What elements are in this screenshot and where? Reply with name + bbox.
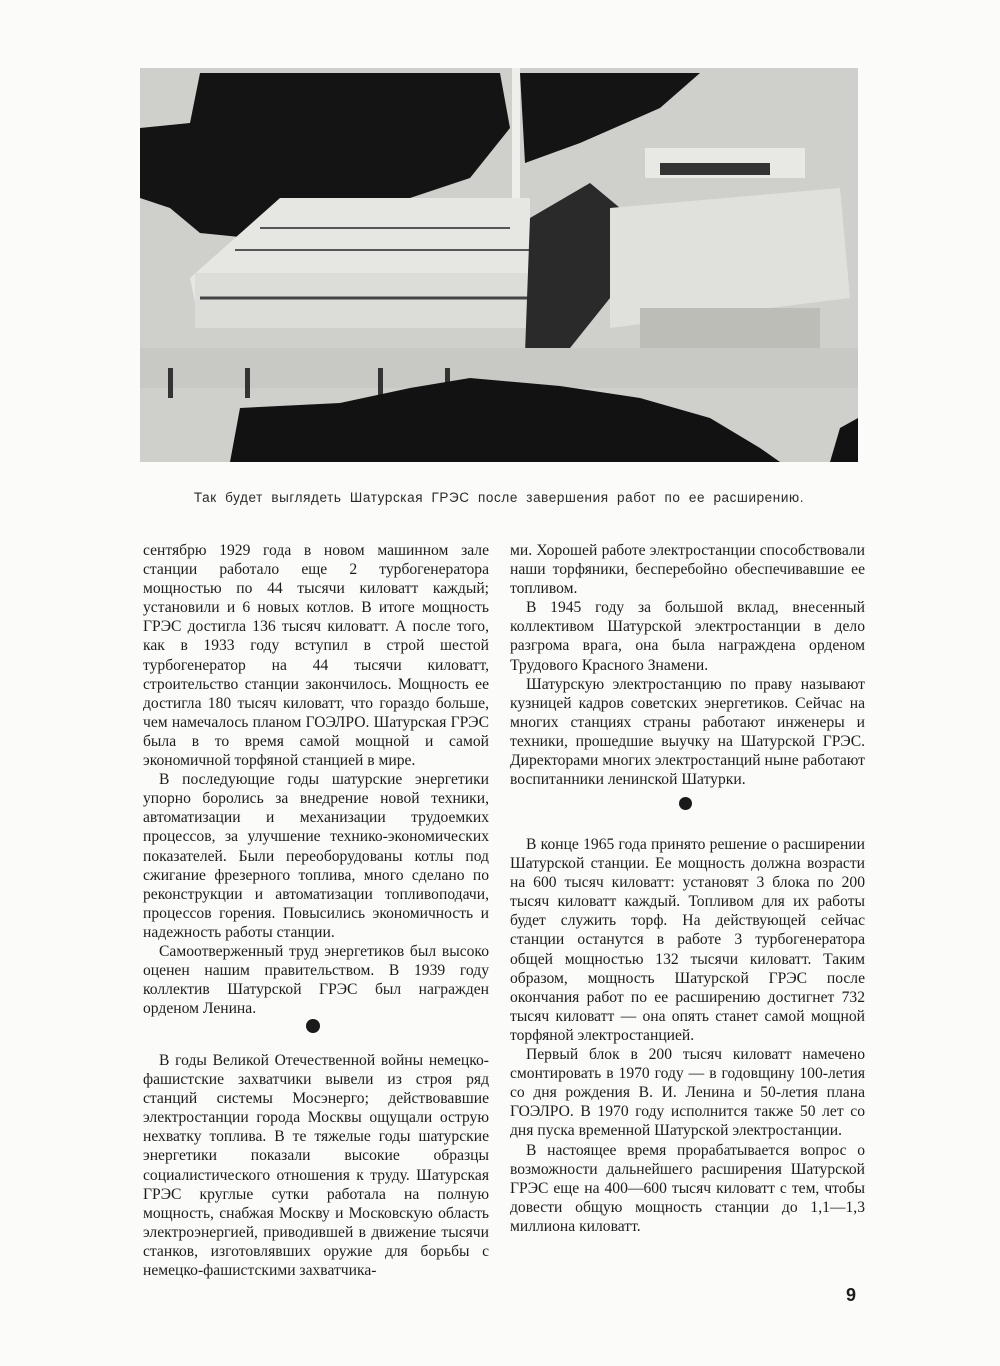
paragraph: Шатурскую электростанцию по праву называют кузницей кадров советских энергетиков. Сейчас на многих станциях страны работают инженеры и техники, прошедшие выучку на Шатурской ГРЭС. Директорами многих электростанций ныне работают воспитанники ленинской Шатурки.: [510, 675, 865, 789]
paragraph: В конце 1965 года принято решение о расширении Шатурской станции. Ее мощность должна возрасти на 600 тысяч киловатт: установят 3 блока по 200 тысяч киловатт каждый. Топливом для их работы будет служить торф. На действующей сейчас станции останутся в работе 3 турбогенератора общей мощностью 132 тысячи киловатт. Таким образом, мощность Шатурской ГРЭС после окончания работ по ее расширению достигнет 732 тысяч киловатт — она опять станет самой мощной торфяной электростанцией.: [510, 836, 865, 1044]
paragraph: Первый блок в 200 тысяч киловатт намечено смонтировать в 1970 году — в годовщину 100-летия со дня рождения В. И. Ленина и 50-летия плана ГОЭЛРО. В 1970 году исполнится также 50 лет со дня пуска временной Шатурской электростанции.: [510, 1046, 865, 1140]
paragraph: Самоотверженный труд энергетиков был высоко оценен нашим правительством. В 1939 году коллектив Шатурской ГРЭС был награжден орденом Ленина.: [143, 942, 489, 1018]
page-number: 9: [846, 1285, 857, 1305]
paragraph: ми. Хорошей работе электростанции способствовали наши торфяники, бесперебойно обеспечивавшие ее топливом.: [510, 542, 865, 598]
paragraph: В годы Великой Отечественной войны немецко-фашистские захватчики вывели из строя ряд станций системы Мосэнерго; действовавшие электростанции города Москвы ощущали острую нехватку топлива. В те тяжелые годы шатурские энергетики показали высокие образцы социалистического отношения к труду. Шатурская ГРЭС круглые сутки работала на полную мощность, снабжая Москву и Московскую область электроэнергией, приводившей в движение тысячи станков, изготовлявших оружие для борьбы с немецко-фашистскими захватчика-: [143, 1052, 489, 1280]
paragraph: В последующие годы шатурские энергетики упорно боролись за внедрение новой техники, автоматизации и механизации трудоемких процессов, за улучшение технико-экономических показателей. Были переоборудованы котлы под сжигание фрезерного топлива, много сделано по реконструкции и автоматизации топливоподачи, процессов горения. Повысились экономичность и надежность работы станции.: [143, 771, 489, 941]
station-rendering-image: [140, 68, 858, 462]
section-divider-dot: [679, 797, 692, 810]
left-column-block-2: [143, 1051, 489, 1280]
power-station-illustration: [140, 68, 858, 462]
figure-caption: Так будет выглядеть Шатурская ГРЭС после завершения работ по ее расширению.: [193, 490, 805, 505]
left-column-block-1: [143, 541, 489, 1018]
right-column-block-1: [510, 541, 865, 789]
paragraph: В 1945 году за большой вклад, внесенный коллективом Шатурской электростанции в дело разгрома врага, она была награждена орденом Трудового Красного Знамени.: [510, 599, 865, 674]
right-column-block-2: [510, 835, 865, 1236]
paragraph: В настоящее время прорабатывается вопрос о возможности дальнейшего расширения Шатурской ГРЭС еще на 400—600 тысяч киловатт с тем, чтобы довести общую мощность станции до 1,1—1,3 миллиона киловатт.: [510, 1141, 865, 1235]
section-divider-dot: [306, 1019, 320, 1033]
paragraph: сентябрю 1929 года в новом машинном зале станции работало еще 2 турбогенератора мощностью по 44 тысячи киловатт каждый; установили и 6 новых котлов. В итоге мощность ГРЭС достигла 136 тысяч киловатт. А после того, как в 1933 году вступил в строй шестой турбогенератор на 44 тысячи киловатт, строительство станции закончилось. Мощность ее достигла 180 тысяч киловатт, что гораздо больше, чем намечалось планом ГОЭЛРО. Шатурская ГРЭС была в то время самой мощной и самой экономичной торфяной станцией в мире.: [143, 542, 489, 770]
